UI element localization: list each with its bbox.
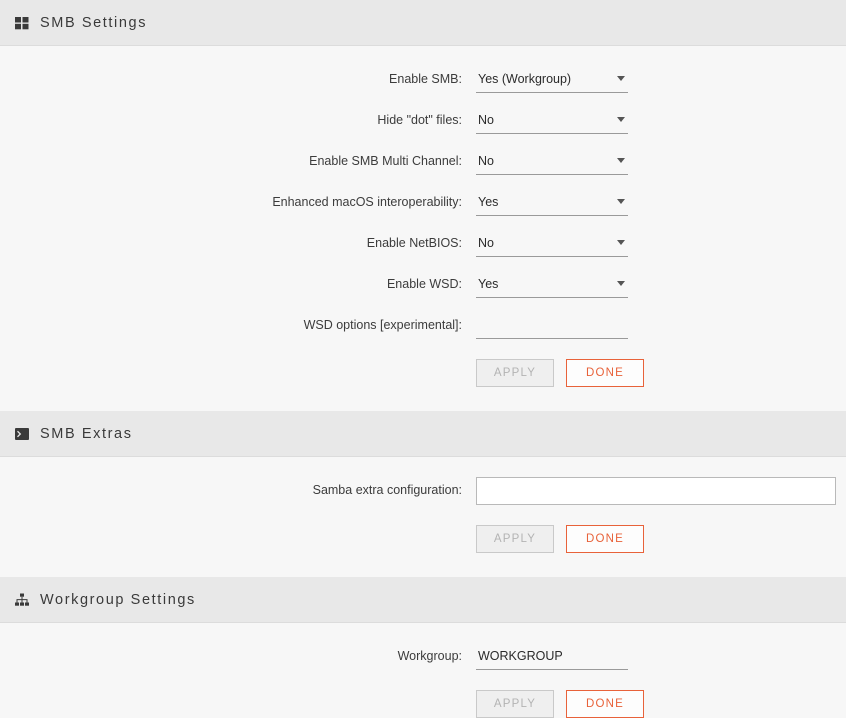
section-header-workgroup-settings bbox=[0, 577, 846, 623]
field-label: Enable WSD: bbox=[386, 277, 462, 291]
section-workgroup-settings bbox=[0, 577, 846, 718]
enhanced-macos-interoperability-select[interactable] bbox=[476, 189, 628, 216]
section-body-smb-extras bbox=[0, 457, 846, 577]
field-area bbox=[476, 230, 846, 257]
select-value: Yes bbox=[478, 277, 499, 291]
field-label: Enable SMB: bbox=[389, 72, 462, 86]
field-area bbox=[476, 643, 846, 670]
hide-dot-files-select[interactable] bbox=[476, 107, 628, 134]
done-button[interactable]: DONE bbox=[566, 525, 644, 553]
chevron-down-icon bbox=[617, 158, 625, 163]
select-value: No bbox=[478, 236, 494, 250]
enable-netbios-select[interactable] bbox=[476, 230, 628, 257]
form-row-samba-extra-configuration bbox=[0, 477, 846, 505]
form-row-workgroup bbox=[0, 643, 846, 670]
field-area bbox=[476, 189, 846, 216]
workgroup-input[interactable] bbox=[476, 643, 628, 670]
samba-extra-configuration-input[interactable] bbox=[476, 477, 836, 505]
section-title: Workgroup Settings bbox=[40, 591, 196, 608]
section-body-smb-settings bbox=[0, 46, 846, 411]
enable-wsd-select[interactable] bbox=[476, 271, 628, 298]
form-row-enable-netbios bbox=[0, 230, 846, 257]
field-label: WSD options [experimental]: bbox=[303, 318, 462, 332]
apply-button[interactable]: APPLY bbox=[476, 525, 554, 553]
chevron-down-icon bbox=[617, 281, 625, 286]
select-value: No bbox=[478, 154, 494, 168]
section-title: SMB Extras bbox=[40, 425, 133, 442]
sitemap-icon bbox=[14, 592, 30, 608]
button-row-smb-settings bbox=[0, 359, 846, 387]
spacer bbox=[0, 553, 846, 577]
terminal-icon bbox=[14, 426, 30, 442]
field-label: Workgroup: bbox=[397, 649, 462, 663]
wsd-options-input[interactable] bbox=[476, 312, 628, 339]
spacer bbox=[0, 387, 846, 411]
chevron-down-icon bbox=[617, 117, 625, 122]
field-label: Enable SMB Multi Channel: bbox=[309, 154, 462, 168]
chevron-down-icon bbox=[617, 199, 625, 204]
field-area bbox=[476, 148, 846, 175]
section-header-smb-extras bbox=[0, 411, 846, 457]
field-area bbox=[476, 312, 846, 339]
field-label: Enhanced macOS interoperability: bbox=[272, 195, 462, 209]
button-row-smb-extras bbox=[0, 525, 846, 553]
windows-squares-icon bbox=[14, 15, 30, 31]
form-row-enhanced-macos-interoperability bbox=[0, 189, 846, 216]
form-row-wsd-options bbox=[0, 312, 846, 339]
enable-smb-select[interactable] bbox=[476, 66, 628, 93]
field-area bbox=[476, 477, 846, 505]
chevron-down-icon bbox=[617, 76, 625, 81]
section-header-smb-settings bbox=[0, 0, 846, 46]
select-value: No bbox=[478, 113, 494, 127]
select-value: Yes bbox=[478, 195, 499, 209]
done-button[interactable]: DONE bbox=[566, 690, 644, 718]
select-value: Yes (Workgroup) bbox=[478, 72, 572, 86]
section-smb-extras bbox=[0, 411, 846, 577]
apply-button[interactable]: APPLY bbox=[476, 359, 554, 387]
field-area bbox=[476, 271, 846, 298]
chevron-down-icon bbox=[617, 240, 625, 245]
form-row-enable-wsd bbox=[0, 271, 846, 298]
button-row-workgroup-settings bbox=[0, 690, 846, 718]
apply-button[interactable]: APPLY bbox=[476, 690, 554, 718]
field-label: Samba extra configuration: bbox=[312, 483, 462, 497]
done-button[interactable]: DONE bbox=[566, 359, 644, 387]
field-label: Enable NetBIOS: bbox=[366, 236, 462, 250]
section-body-workgroup-settings bbox=[0, 623, 846, 718]
section-title: SMB Settings bbox=[40, 14, 148, 31]
form-row-hide-dot-files bbox=[0, 107, 846, 134]
field-area bbox=[476, 66, 846, 93]
field-label: Hide "dot" files: bbox=[377, 113, 462, 127]
field-area bbox=[476, 107, 846, 134]
form-row-enable-smb-multi-channel bbox=[0, 148, 846, 175]
form-row-enable-smb bbox=[0, 66, 846, 93]
enable-smb-multi-channel-select[interactable] bbox=[476, 148, 628, 175]
